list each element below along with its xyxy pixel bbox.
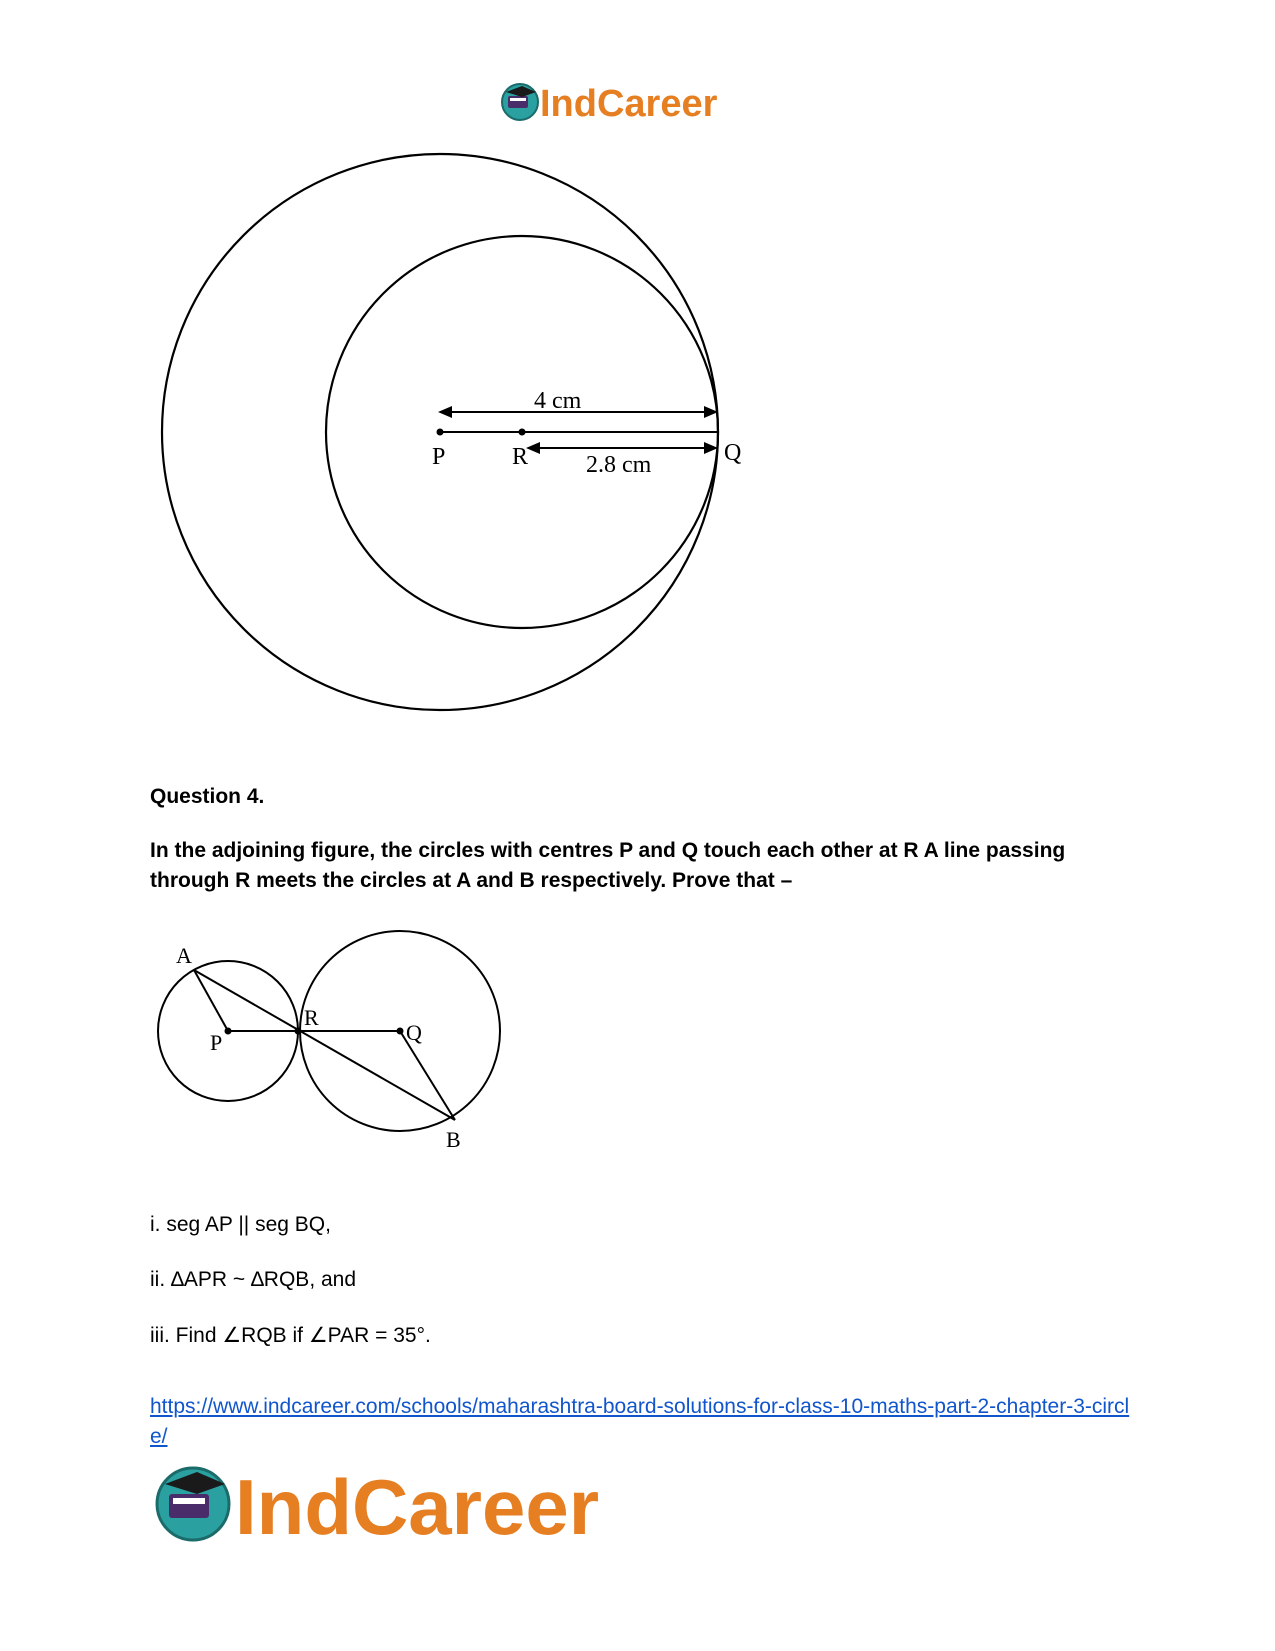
- label-4cm: 4 cm: [534, 388, 582, 414]
- logo-text: IndCareer: [540, 83, 718, 125]
- label-p: P: [210, 1030, 223, 1055]
- figure-touching-circles: [150, 925, 510, 1170]
- label-2-8cm: 2.8 cm: [586, 452, 652, 478]
- part-i: i. seg AP || seg BQ,: [150, 1213, 331, 1236]
- point-p: [225, 1028, 232, 1035]
- label-a: A: [176, 943, 192, 968]
- label-r: R: [304, 1005, 319, 1030]
- part-iii: iii. Find ∠RQB if ∠PAR = 35°.: [150, 1324, 431, 1347]
- figure-internal-circles: [150, 150, 790, 755]
- part-ii: ii. ∆APR ~ ∆RQB, and: [150, 1268, 357, 1291]
- logo-globe-icon: [502, 84, 538, 120]
- label-q: Q: [724, 440, 742, 466]
- logo-text: IndCareer: [235, 1463, 600, 1550]
- point-r: [295, 1028, 302, 1035]
- header-logo: [500, 78, 780, 133]
- footer-logo: [155, 1460, 695, 1555]
- point-q: [397, 1028, 404, 1035]
- logo-globe-icon: [157, 1468, 229, 1540]
- label-b: B: [446, 1127, 461, 1152]
- source-link[interactable]: https://www.indcareer.com/schools/maharashtra-board-solutions-for-class-10-maths-part-2-chapter-3-circle/: [150, 1395, 1130, 1448]
- label-q: Q: [406, 1020, 422, 1045]
- point-r: [519, 429, 526, 436]
- label-r: R: [512, 444, 529, 470]
- point-p: [437, 429, 444, 436]
- question-title: Question 4.: [150, 785, 265, 808]
- label-p: P: [432, 444, 446, 470]
- question-body: In the adjoining figure, the circles with centres P and Q touch each other at R A line passing through R meets the circles at A and B respectively. Prove that –: [150, 839, 1066, 892]
